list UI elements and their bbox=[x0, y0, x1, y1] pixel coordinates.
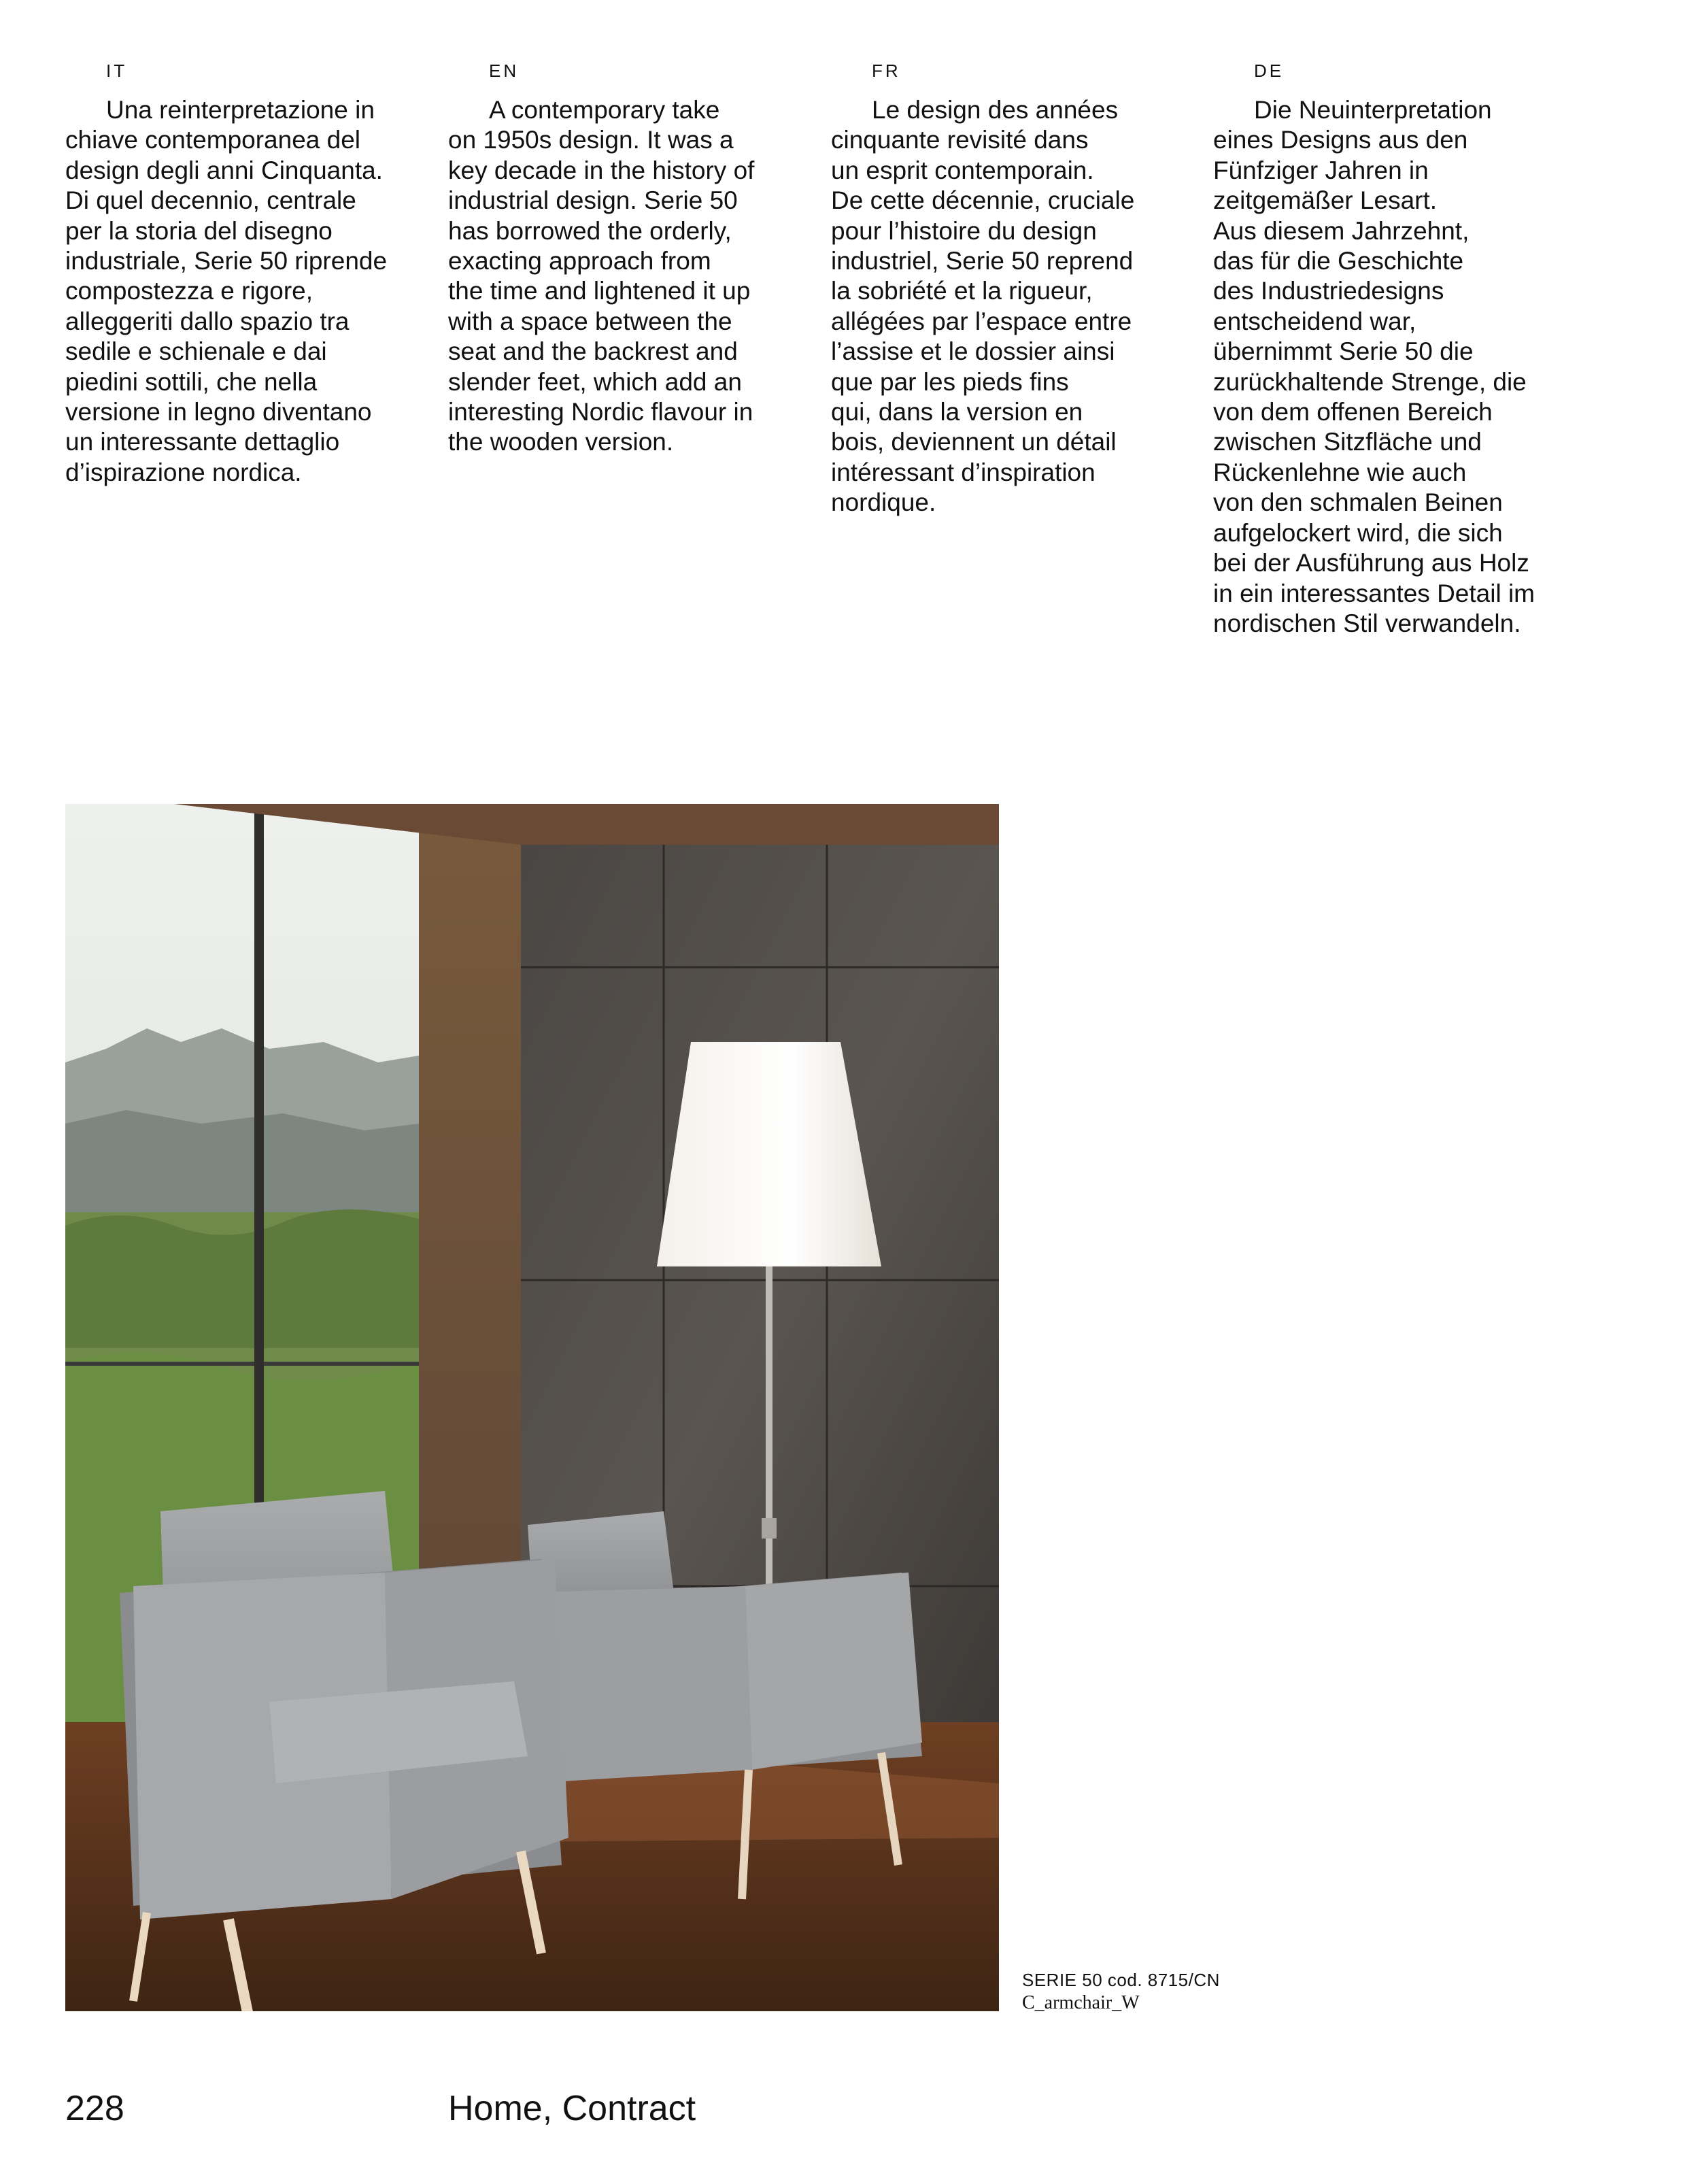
photo-caption bbox=[1022, 1968, 1362, 2015]
section-title: Home, Contract bbox=[448, 2089, 696, 2128]
product-photo-armchairs bbox=[65, 804, 999, 2011]
language-label-de: DE bbox=[1254, 61, 1285, 81]
paragraph-fr: Le design des années cinquante revisité dans un esprit contemporain. De cette décennie, cruciale pour l’histoire du design industriel, Serie 50 reprend la sobriété et la rigueur, allégées par l’espace entre l’assise et le dossier ainsi que par les pieds fins qui, dans la version en bois, deviennent un détail intéressant d’inspiration nordique. bbox=[831, 96, 1135, 517]
paragraph-en: A contemporary take on 1950s design. It was a key decade in the history of industrial design. Serie 50 has borrowed the orderly, exacting approach from the time and lightened it up with a space between the seat and the backrest and slender feet, which add an interesting Nordic flavour in the wooden version. bbox=[448, 96, 755, 456]
column-french bbox=[831, 57, 1191, 518]
caption-product: SERIE 50 cod. 8715/CN bbox=[1022, 1970, 1220, 1990]
page-number: 228 bbox=[65, 2089, 124, 2128]
language-label-it: IT bbox=[106, 61, 128, 81]
column-german bbox=[1213, 57, 1574, 639]
language-label-en: EN bbox=[489, 61, 520, 81]
paragraph-de: Die Neuinterpretation eines Designs aus den Fünfziger Jahren in zeitgemäßer Lesart. Aus diesem Jahrzehnt, das für die Geschichte des Industriedesigns entscheidend war, übernimmt Serie 50 die zurückhaltende Strenge, die von dem offenen Bereich zwischen Sitzfläche und Rückenlehne wie auch von den schmalen Beinen aufgelockert wird, die sich bei der Ausführung aus Holz in ein interessantes Detail im nordischen Stil verwandeln. bbox=[1213, 96, 1535, 637]
column-english bbox=[448, 57, 809, 458]
language-label-fr: FR bbox=[872, 61, 901, 81]
caption-code: C_armchair_W bbox=[1022, 1992, 1140, 2013]
column-italian bbox=[65, 57, 426, 488]
paragraph-it: Una reinterpretazione in chiave contemporanea del design degli anni Cinquanta. Di quel decennio, centrale per la storia del disegno industriale, Serie 50 riprende compostezza e rigore, alleggeriti dallo spazio tra sedile e schienale e dai piedini sottili, che nella versione in legno diventano un interessante dettaglio d’ispirazione nordica. bbox=[65, 96, 388, 486]
